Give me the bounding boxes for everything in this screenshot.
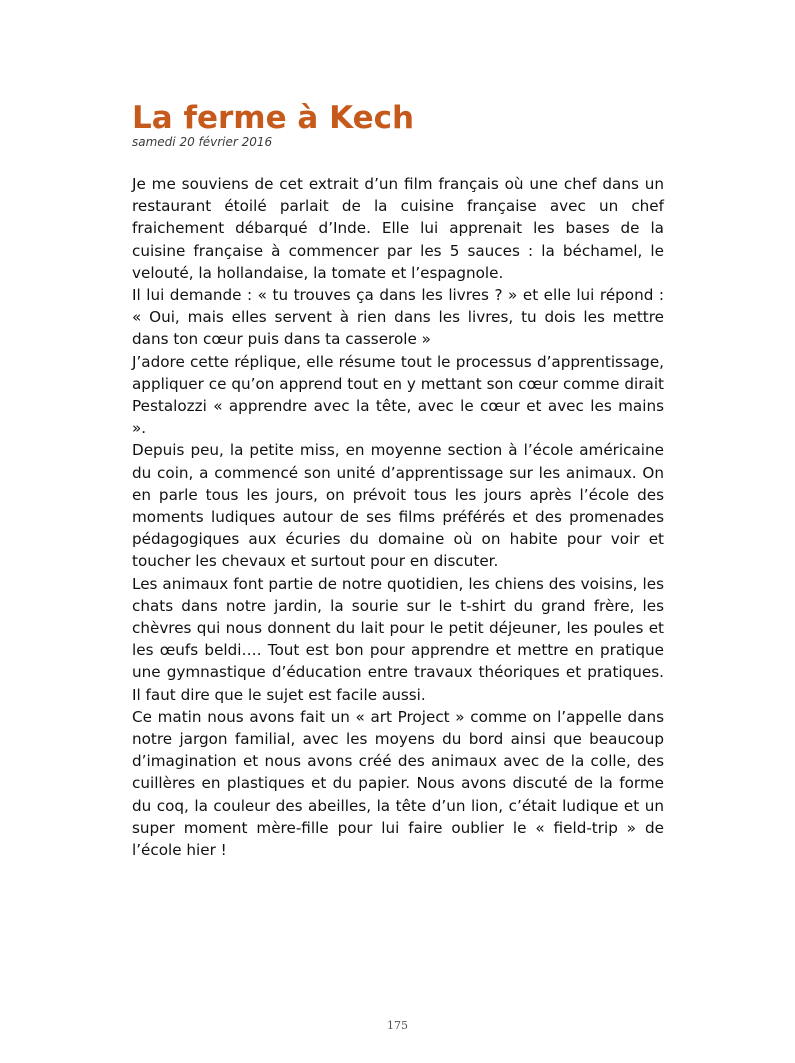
paragraph: Les animaux font partie de notre quotidien, les chiens des voisins, les chats dans notre jardin, la sourie sur le t-shirt du grand frère, les chèvres qui nous donnent du lait pour le petit déjeuner, les poules et les œufs beldi…. Tout est bon pour apprendre et mettre en pratique une gymnastique d’éducation entre travaux théoriques et pratiques. Il faut dire que le sujet est facile aussi. (132, 574, 664, 704)
paragraph: J’adore cette réplique, elle résume tout le processus d’apprentissage, appliquer ce qu’on apprend tout en y mettant son cœur comme dirait Pestalozzi « apprendre avec la tête, avec le cœur et avec les mains ». (132, 352, 664, 438)
article-date: samedi 20 février 2016 (132, 135, 273, 149)
paragraph: Ce matin nous avons fait un « art Project » comme on l’appelle dans notre jargon familial, avec les moyens du bord ainsi que beaucoup d’imagination et nous avons créé des animaux avec de la colle, des cuillères en plastiques et du papier. Nous avons discuté de la forme du coq, la couleur des abeilles, la tête d’un lion, c’était ludique et un super moment mère-fille pour lui faire oublier le « field-trip » de l’école hier ! (132, 707, 664, 860)
paragraph: Il lui demande : « tu trouves ça dans les livres ? » et elle lui répond : « Oui, mais elles servent à rien dans les livres, tu dois les mettre dans ton cœur puis dans ta casserole » (132, 286, 664, 349)
paragraph: Depuis peu, la petite miss, en moyenne section à l’école américaine du coin, a commencé son unité d’apprentissage sur les animaux. On en parle tous les jours, on prévoit tous les jours après l’école des moments ludiques autour de ses films préférés et des promenades pédagogiques aux écuries du domaine où on habite pour voir et toucher les chevaux et surtout pour en discuter. (132, 441, 664, 571)
page-number: 175 (387, 1019, 408, 1032)
article-title: La ferme à Kech (132, 100, 415, 136)
article-body (132, 173, 664, 861)
paragraph: Je me souviens de cet extrait d’un film français où une chef dans un restaurant étoilé parlait de la cuisine française avec un chef fraichement débarqué d’Inde. Elle lui apprenait les bases de la cuisine française à commencer par les 5 sauces : la béchamel, le velouté, la hollandaise, la tomate et l’espagnole. (132, 175, 664, 282)
